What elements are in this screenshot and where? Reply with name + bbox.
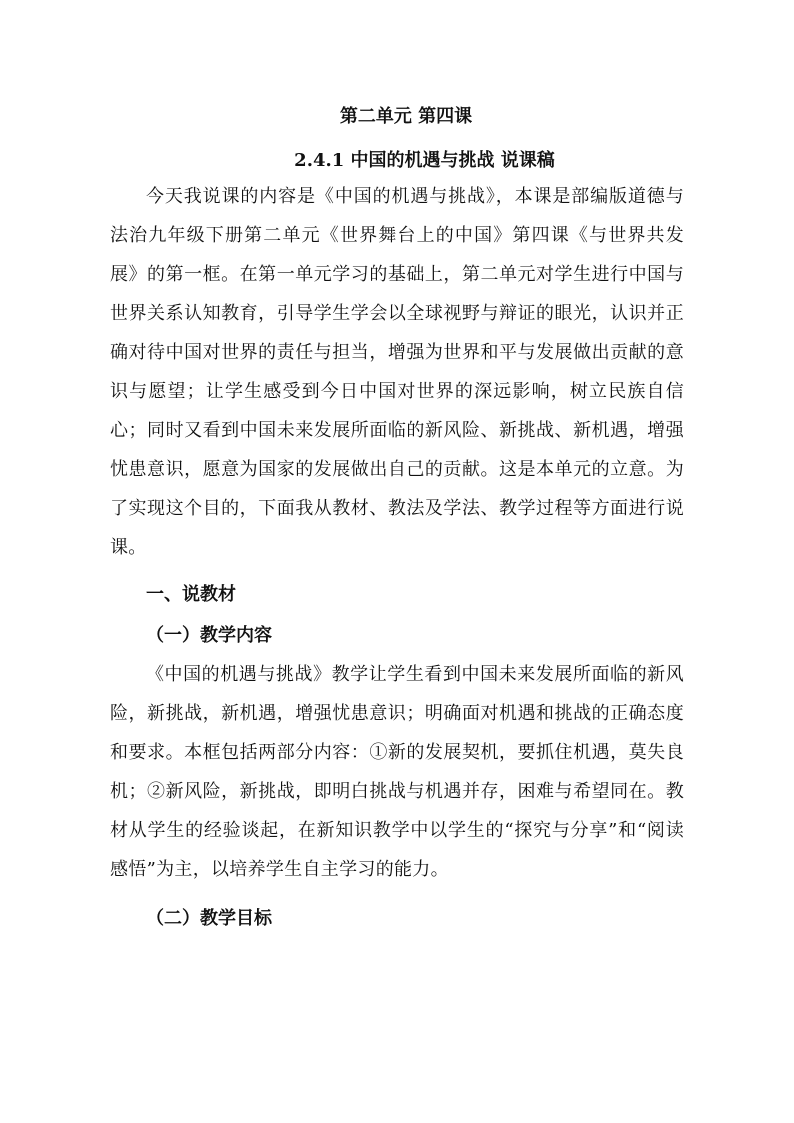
document-subtitle: 2.4.1 中国的机遇与挑战 说课稿 (294, 150, 555, 171)
content-paragraph: 《中国的机遇与挑战》教学让学生看到中国未来发展所面临的新风险，新挑战，新机遇，增强忧患意识；明确面对机遇和挑战的正确态度和要求。本框包括两部分内容：①新的发展契机，要抓住机遇，莫失良机；②新风险，新挑战，即明白挑战与机遇并存，困难与希望同在。教材从学生的经验谈起，在新知识教学中以学生的“探究与分享”和“阅读感悟”为主，以培养学生自主学习的能力。 (110, 664, 684, 880)
document-body (110, 102, 684, 938)
document-title: 第二单元 第四课 (339, 106, 473, 127)
section-heading-textbook: 一、说教材 (146, 584, 236, 605)
subsection-heading-content: （一）教学内容 (146, 625, 272, 646)
subsection-heading-goals: （二）教学目标 (146, 908, 272, 929)
intro-paragraph: 今天我说课的内容是《中国的机遇与挑战》，本课是部编版道德与法治九年级下册第二单元《世界舞台上的中国》第四课《与世界共发展》的第一框。在第一单元学习的基础上，第二单元对学生进行中国与世界关系认知教育，引导学生学会以全球视野与辩证的眼光，认识并正确对待中国对世界的责任与担当，增强为世界和平与发展做出贡献的意识与愿望；让学生感受到今日中国对世界的深远影响，树立民族自信心；同时又看到中国未来发展所面临的新风险、新挑战、新机遇，增强忧患意识，愿意为国家的发展做出自己的贡献。这是本单元的立意。为了实现这个目的，下面我从教材、教法及学法、教学过程等方面进行说课。 (110, 186, 684, 558)
